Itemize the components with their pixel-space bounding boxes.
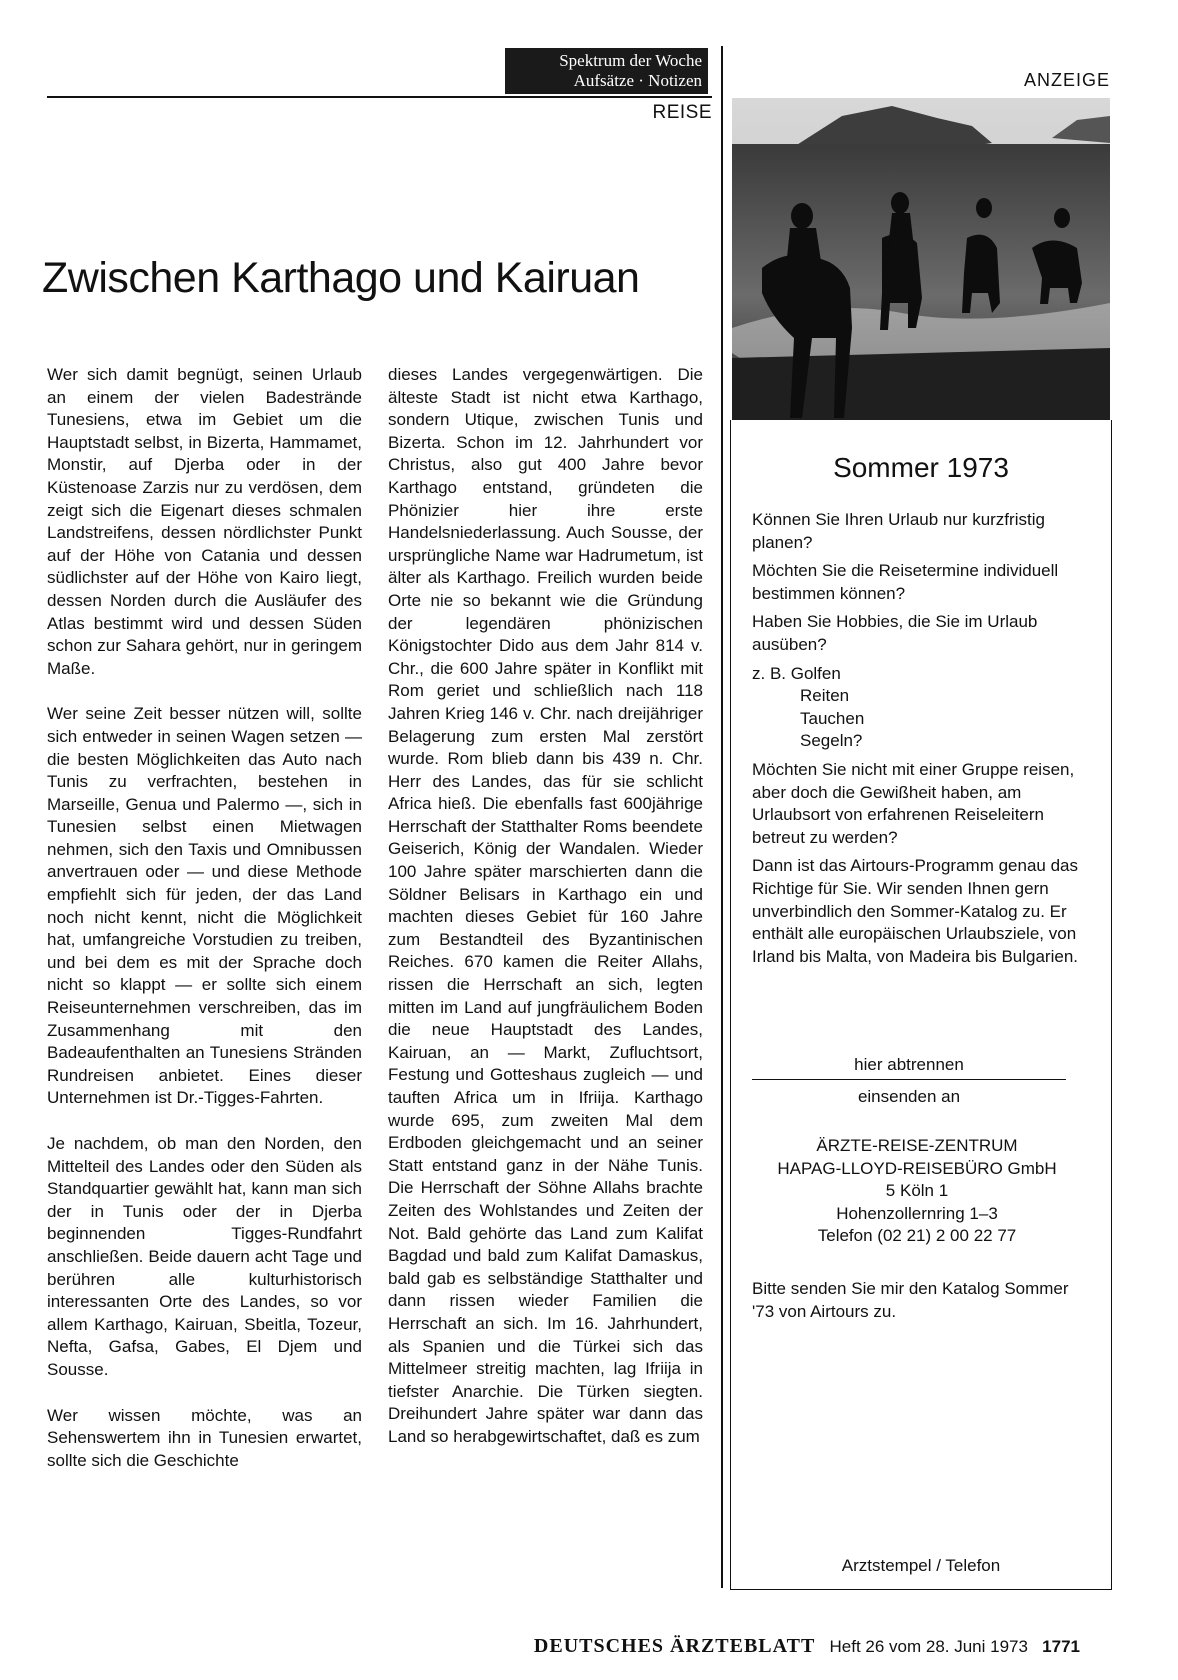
address-line: HAPAG-LLOYD-REISEBÜRO GmbH [777,1158,1057,1178]
ad-question: Möchten Sie nicht mit einer Gruppe reisen, aber doch die Gewißheit haben, am Urlaubsort von erfahrenen Reiseleitern betreut zu werden? [752,759,1075,847]
rubric-line-2: Aufsätze · Notizen [573,71,702,90]
rubric-box [505,48,708,94]
address-line: Telefon (02 21) 2 00 22 77 [817,1226,1017,1246]
address-line: 5 Köln 1 [885,1181,949,1201]
ad-body [752,509,1082,974]
cut-here-label: hier abtrennen [854,1055,964,1074]
hobby-item: z. B. Golfen [752,663,841,683]
page-number: 1771 [1042,1637,1080,1656]
ad-question: Können Sie Ihren Urlaub nur kurzfristig planen? [752,510,1045,552]
send-to-label: einsenden an [857,1087,961,1106]
article-paragraph: Wer wissen möchte, was an Sehenswertem ihn in Tunesien erwartet, sollte sich die Geschichte [47,1405,362,1470]
ad-question: Haben Sie Hobbies, die Sie im Urlaub ausüben? [752,612,1038,654]
section-label: REISE [652,102,712,123]
address-line: Hohenzollernring 1–3 [836,1203,998,1223]
magazine-name: DEUTSCHES ÄRZTEBLATT [533,1635,816,1657]
hobby-item: Tauchen [800,708,865,728]
article-headline: Zwischen Karthago und Kairuan [42,254,640,302]
cut-line [752,1079,1066,1080]
ad-title: Sommer 1973 [833,452,1009,483]
stamp-field-label: Arztstempel / Telefon [841,1556,1001,1575]
ad-answer: Dann ist das Airtours-Programm genau das Richtige für Sie. Wir senden Ihnen gern unverbindlich den Sommer-Katalog zu. Er enthält alle europäischen Urlaubsziele, von Irland bis Malta, von Madeira bis Bulgarien. [752,856,1078,966]
ad-question: Möchten Sie die Reisetermine individuell bestimmen können? [752,561,1059,603]
address-line: ÄRZTE-REISE-ZENTRUM [816,1136,1018,1155]
hobby-list [752,663,1082,753]
article-paragraph: dieses Landes vergegenwärtigen. Die älteste Stadt ist nicht etwa Karthago, sondern Utique, zwischen Tunis und Bizerta. Schon im 12. Jahrhundert vor Christus, also gut 400 Jahre bevor Karthago entstand, gründeten die Phönizier hier ihre erste Handelsniederlassung. Auch Sousse, der ursprüngliche Name war Hadrumetum, ist älter als Karthago. Freilich wurden beide Orte nie so bekannt wie die Gründung der legendären phönizischen Königstochter Dido aus dem Jahr 814 v. Chr., die 600 Jahre später in Konflikt mit Rom geriet und schließlich nach 118 Jahren Krieg 146 v. Chr. nach dreijähriger Belagerung zum ersten Mal zerstört wurde. Rom blieb dann bis 439 n. Chr. Herr des Landes, das für sie schlicht Africa hieß. Die ebenfalls fast 600jährige Herrschaft der Statthalter Roms beendete Geiserich, König der Wandalen. Wieder 100 Jahre später marschierten dann die Söldner Belisars in Karthago ein und machten dieses Gebiet für 160 Jahre zum Bestandteil des Byzantinischen Reiches. 670 kamen die Reiter Allahs, rissen die Herrschaft an sich, legten mitten im Land auf jungfräulichem Boden die neue Hauptstadt des Landes, Kairuan, an — Markt, Zufluchtsort, Festung und Gotteshaus zugleich — und tauften Africa um in Ifriija. Karthago wurde 695, zum zweiten Mal dem Erdboden gleichgemacht und an seiner Statt entstand ganz in der Nähe Tunis. Die Herrschaft der Söhne Allahs brachte Zeiten des Wohlstandes und Zeiten der Not. Bald gehörte das Land zum Kalifat Bagdad und bald zum Kalifat Damaskus, bald gab es selbständige Statthalter und dann rissen wieder Familien die Herrschaft an sich. Im 16. Jahrhundert, als Spanien und die Türkei sich das Mittelmeer streitig machten, lag Ifriija in tiefster Anarchie. Die Türken siegten. Dreihundert Jahre später war dann das Land so herabgewirtschaftet, daß es zum [388,365,703,1446]
article-paragraph: Wer sich damit begnügt, seinen Urlaub an einem der vielen Badestrände Tunesiens, etwa im Gebiet um die Hauptstadt selbst, in Bizerta, Hammamet, Monstir, auf Djerba oder in der Küstenoase Zarzis nur zu verdösen, dem zeigt sich die Eigenart dieses schmalen Landstreifens, dessen nördlichster Punkt auf der Höhe von Catania und dessen südlichster auf der Höhe von Kairo liegt, dessen Norden durch die Ausläufer des Atlas bestimmt wird und dessen Süden schon zur Sahara gehört, nur in geringem Maße. [47,365,362,678]
article-column-1 [47,364,362,1495]
article-paragraph: Wer seine Zeit besser nützen will, sollte sich entweder in seinen Wagen setzen — die besten Möglichkeiten das Auto nach Tunis zu verfrachten, bestehen in Marseille, Genua und Palermo —, sich in Tunesien selbst einen Mietwagen nehmen, sich den Taxis und Omnibussen anvertrauen oder — und diese Methode empfiehlt sich für jeden, der das Land noch nicht kennt, nicht die Möglichkeit hat, umfangreiche Vorstudien zu treiben, und bei dem es mit der Sprache doch nicht so klappt — er sollte sich einem Reiseunternehmen verschreiben, das im Zusammenhang mit den Badeaufenthalten an Tunesiens Stränden Rundreisen anbietet. Eines dieser Unternehmen ist Dr.-Tigges-Fahrten. [47,704,362,1108]
ad-label: ANZEIGE [1023,70,1110,90]
issue-info: Heft 26 vom 28. Juni 1973 [829,1637,1028,1656]
page-footer [480,1635,1080,1658]
rubric-line-1: Spektrum der Woche [559,51,702,70]
header-rule [47,96,712,98]
article-column-2 [388,364,703,1472]
beach-riders-photo [732,98,1110,420]
article-paragraph: Je nachdem, ob man den Norden, den Mittelteil des Landes oder den Süden als Standquartier gewählt hat, kann man sich der in Tunis oder der in Djerba beginnenden Tigges-Rundfahrt anschließen. Beide dauern acht Tage und berühren alle kulturhistorisch interessanten Orte des Landes, so vor allem Karthago, Kairuan, Sbeitla, Tozeur, Nefta, Gafsa, Gabes, El Djem und Sousse. [47,1134,362,1379]
address-block [752,1135,1082,1248]
catalog-request: Bitte senden Sie mir den Katalog Sommer '73 von Airtours zu. [752,1279,1069,1321]
hobby-item: Segeln? [800,731,863,751]
hobby-item: Reiten [800,686,850,706]
